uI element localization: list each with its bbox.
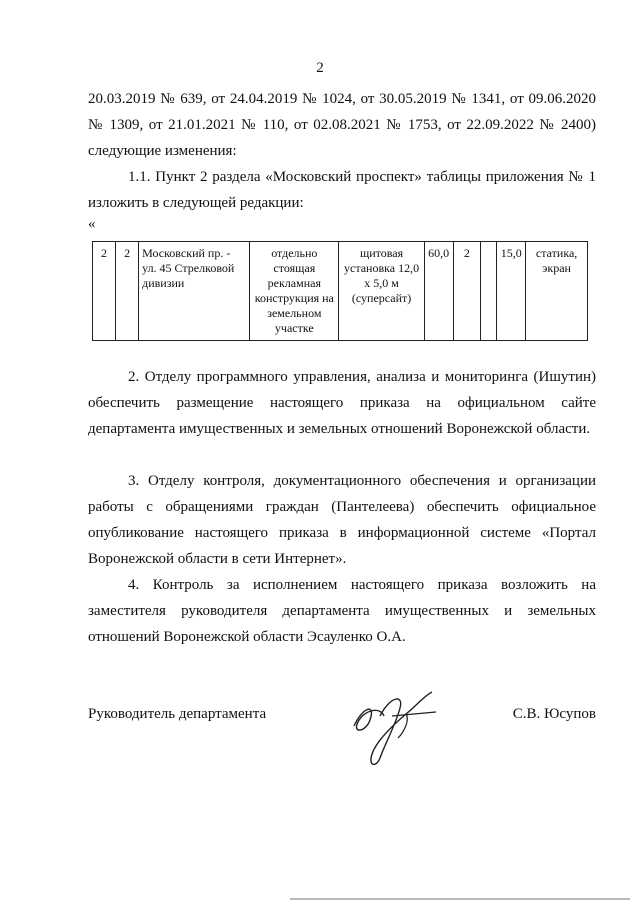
cell-construction-kind: щитовая установка 12,0 х 5,0 м (суперсайт): [339, 242, 424, 341]
cell-area: 60,0: [424, 242, 453, 341]
table-row: [93, 242, 588, 341]
intro-paragraph: 20.03.2019 № 639, от 24.04.2019 № 1024, от 30.05.2019 № 1341, от 09.06.2020 № 1309, от 21.01.2021 № 110, от 02.08.2021 № 1753, от 22.09.2022 № 2400) следующие изменения:: [88, 91, 596, 159]
cell-count: 2: [453, 242, 481, 341]
cell-construction-type: отдельно стоящая рекламная конструкция на земельном участке: [250, 242, 339, 341]
signature-block: [88, 706, 596, 736]
footer-divider: [290, 898, 630, 900]
item-3-paragraph: 3. Отделу контроля, документационного обеспечения и организации работы с обращениями граждан (Пантелеева) обеспечить официальное опубликование настоящего приказа в информационной системе «Портал Воронежской области в сети Интернет».: [88, 473, 596, 567]
cell-address: Московский пр. - ул. 45 Стрелковой дивизии: [139, 242, 250, 341]
item-1-1-paragraph: 1.1. Пункт 2 раздела «Московский проспект» таблицы приложения № 1 изложить в следующей редакции:: [88, 169, 596, 211]
opening-quote: «: [88, 216, 96, 232]
page-number: 2: [316, 60, 324, 76]
cell-empty: [481, 242, 497, 341]
item-4-paragraph: 4. Контроль за исполнением настоящего приказа возложить на заместителя руководителя департамента имущественных и земельных отношений Воронежской области Эсауленко О.А.: [88, 577, 596, 645]
amendment-table: [92, 241, 588, 341]
cell-info-type: статика, экран: [526, 242, 588, 341]
cell-col1: 2: [93, 242, 116, 341]
cell-col2: 2: [116, 242, 139, 341]
item-2-paragraph: 2. Отделу программного управления, анализа и мониторинга (Ишутин) обеспечить размещение настоящего приказа на официальном сайте департамента имущественных и земельных отношений Воронежской области.: [88, 369, 596, 437]
signatory-name: С.В. Юсупов: [512, 706, 596, 722]
signatory-position: Руководитель департамента: [88, 706, 267, 722]
cell-fee: 15,0: [497, 242, 526, 341]
